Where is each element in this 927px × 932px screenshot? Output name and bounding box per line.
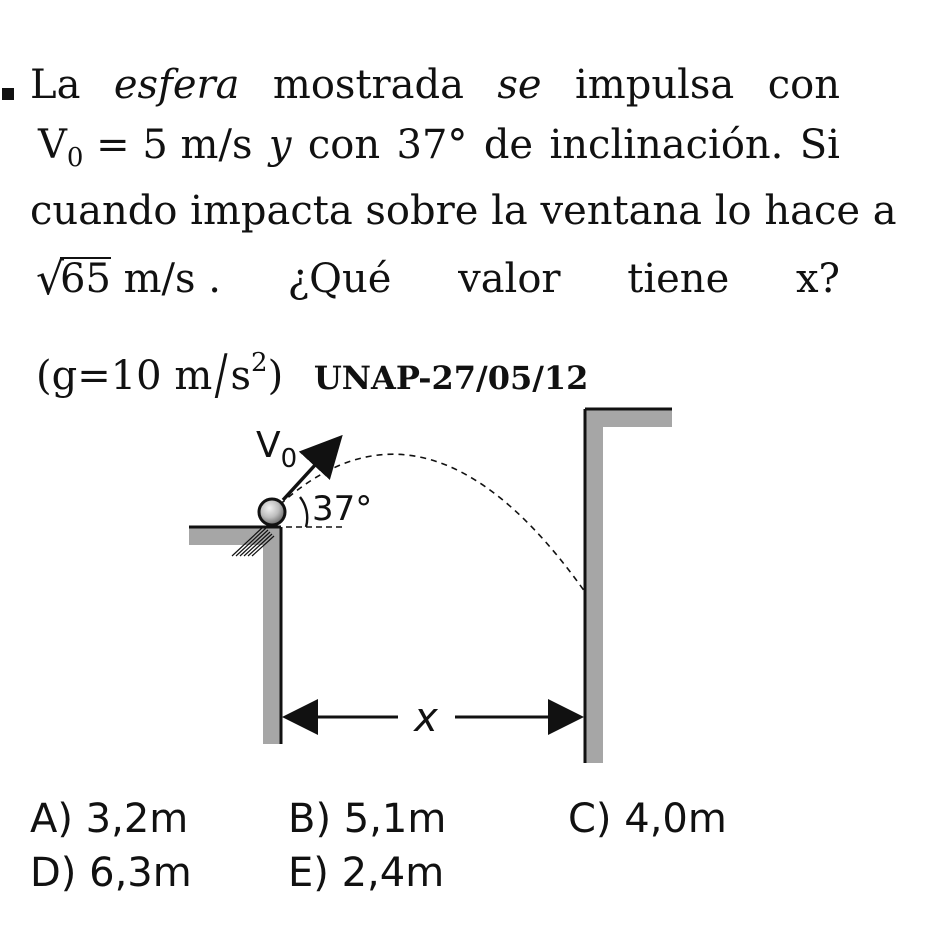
fraction-slash: / <box>215 343 228 406</box>
sqrt-expression <box>36 254 111 305</box>
option-e[interactable]: E) 2,4m <box>288 850 445 896</box>
word: tiene <box>627 256 730 302</box>
radical-sign: √ <box>36 254 65 305</box>
word: La <box>30 62 81 108</box>
word: esfera <box>113 62 240 108</box>
gravity-open: (g=10 m <box>36 353 213 399</box>
problem-line-3: cuando impacta sobre la ventana lo hace a <box>30 188 897 234</box>
word: Si <box>799 122 840 168</box>
initial-velocity: $V_0 = 5$ m/s <box>38 122 253 173</box>
option-d[interactable]: D) 6,3m <box>30 850 192 896</box>
option-a[interactable]: A) 3,2m <box>30 796 189 842</box>
problem-line-4 <box>30 254 840 305</box>
impact-unit: m/s . <box>110 256 221 302</box>
word: mostrada <box>272 62 464 108</box>
gravity-exponent: 2 <box>251 348 268 378</box>
impact-speed <box>30 254 221 305</box>
option-c[interactable]: C) 4,0m <box>568 796 727 842</box>
gravity-denominator: s <box>230 353 252 399</box>
radicand: 65 <box>60 256 111 302</box>
question-bullet <box>2 88 14 100</box>
projectile-figure <box>0 390 927 780</box>
problem-line-2 <box>30 122 840 181</box>
right-top-fill <box>586 409 672 427</box>
word: x? <box>795 256 840 302</box>
v0-label: $V_0$ <box>256 425 298 474</box>
word: inclinación. <box>549 122 784 168</box>
x-label: x <box>414 695 438 741</box>
angle-label: 37° <box>312 489 373 529</box>
sphere <box>259 499 285 525</box>
problem-line-1 <box>30 62 840 108</box>
option-b[interactable]: B) 5,1m <box>288 796 447 842</box>
word: valor <box>458 256 561 302</box>
source-tag: UNAP-27/05/12 <box>313 359 589 397</box>
word: impulsa <box>575 62 735 108</box>
gravity-close: ) <box>267 353 284 399</box>
word: con <box>767 62 840 108</box>
word: se <box>497 62 542 108</box>
word: 37° <box>396 122 468 168</box>
word: ¿Qué <box>287 256 392 302</box>
angle-arc <box>300 497 307 527</box>
word: y <box>268 122 292 168</box>
word: con <box>307 122 381 168</box>
left-wall-fill <box>263 527 281 744</box>
word: de <box>483 122 534 168</box>
right-wall-fill <box>586 409 603 763</box>
